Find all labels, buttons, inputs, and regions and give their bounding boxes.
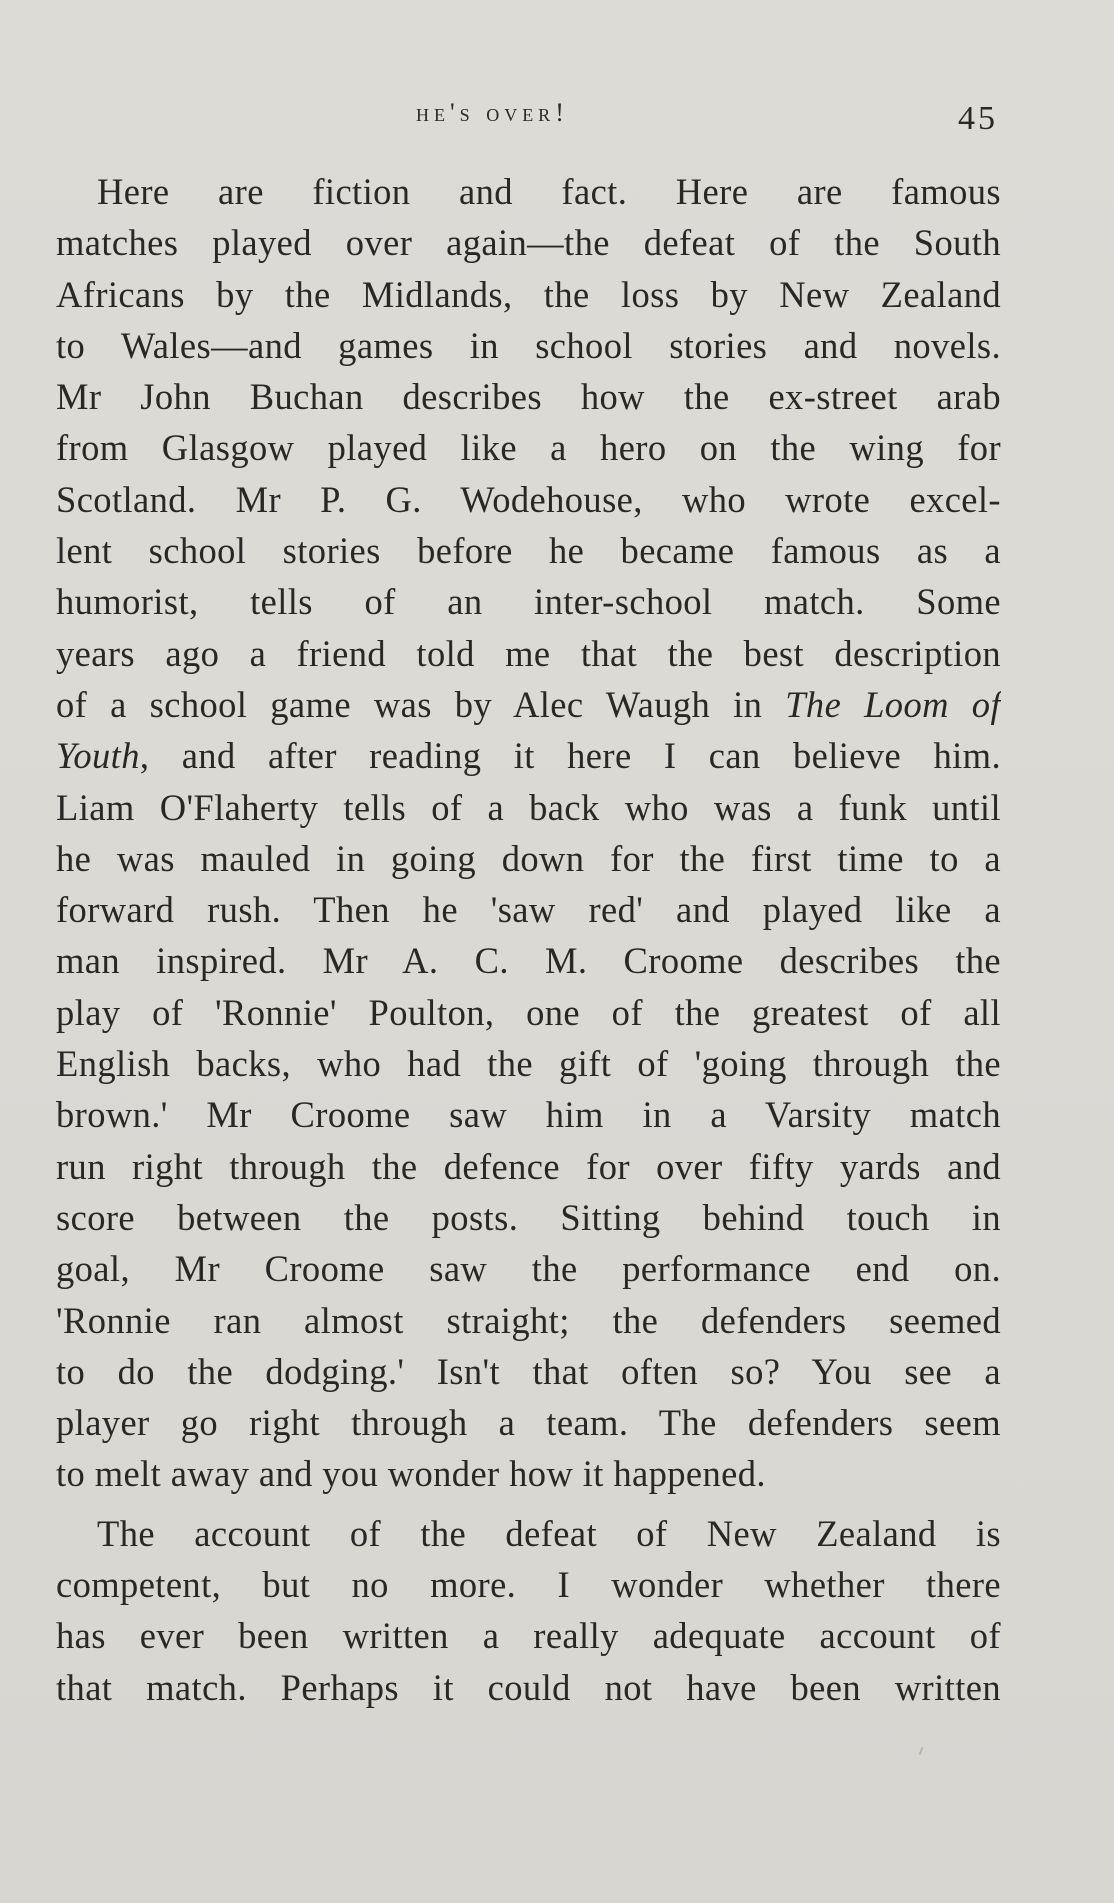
paragraph bbox=[56, 166, 1001, 1500]
text-line: Scotland. Mr P. G. Wodehouse, who wrote excel- bbox=[56, 478, 1001, 520]
text-line: lent school stories before he became famous as a bbox=[56, 530, 1001, 572]
text-line: to do the dodging.' Isn't that often so? You see a bbox=[56, 1350, 1001, 1392]
paper-speck bbox=[919, 1747, 924, 1755]
text-line: score between the posts. Sitting behind touch in bbox=[56, 1196, 1001, 1238]
text-line: from Glasgow played like a hero on the wing for bbox=[56, 427, 1001, 469]
text-line: years ago a friend told me that the best description bbox=[56, 632, 1001, 674]
running-head: he's over! bbox=[416, 98, 569, 127]
text-line: of a school game was by Alec Waugh in The Loom of bbox=[56, 683, 1001, 725]
text-line: The account of the defeat of New Zealand is bbox=[97, 1512, 1001, 1554]
page-header bbox=[56, 98, 1014, 138]
text-line: has ever been written a really adequate account of bbox=[56, 1615, 1001, 1657]
text-line: 'Ronnie ran almost straight; the defenders seemed bbox=[56, 1299, 1001, 1341]
text-line: Here are fiction and fact. Here are famous bbox=[97, 171, 1001, 212]
text-line: brown.' Mr Croome saw him in a Varsity match bbox=[56, 1094, 1001, 1136]
text-line: Mr John Buchan describes how the ex-street arab bbox=[56, 376, 1001, 418]
text-line: competent, but no more. I wonder whether there bbox=[56, 1564, 1001, 1606]
text-line: to melt away and you wonder how it happened. bbox=[56, 1453, 766, 1495]
text-line: humorist, tells of an inter-school match. Some bbox=[56, 581, 1001, 623]
text-line: forward rush. Then he 'saw red' and played like a bbox=[56, 889, 1001, 931]
text-line: Liam O'Flaherty tells of a back who was a funk until bbox=[56, 786, 1001, 828]
paragraph bbox=[56, 1508, 1001, 1713]
text-line: player go right through a team. The defenders seem bbox=[56, 1402, 1001, 1444]
text-line: run right through the defence for over fifty yards and bbox=[56, 1145, 1001, 1187]
paragraph-gap bbox=[56, 1500, 1001, 1508]
text-line: that match. Perhaps it could not have been written bbox=[56, 1666, 1001, 1708]
text-line: he was mauled in going down for the first time to a bbox=[56, 837, 1001, 879]
text-line: English backs, who had the gift of 'going through the bbox=[56, 1043, 1001, 1085]
text-line: Africans by the Midlands, the loss by New Zealand bbox=[56, 273, 1001, 315]
text-line: play of 'Ronnie' Poulton, one of the greatest of all bbox=[56, 991, 1001, 1033]
text-line: to Wales—and games in school stories and novels. bbox=[56, 324, 1001, 366]
page-number: 45 bbox=[958, 100, 998, 137]
body-text bbox=[56, 166, 1001, 1713]
text-line: Youth, and after reading it here I can believe him. bbox=[56, 735, 1001, 777]
text-line: matches played over again—the defeat of the South bbox=[56, 222, 1001, 264]
text-line: man inspired. Mr A. C. M. Croome describes the bbox=[56, 940, 1001, 982]
text-line: goal, Mr Croome saw the performance end on. bbox=[56, 1248, 1001, 1290]
